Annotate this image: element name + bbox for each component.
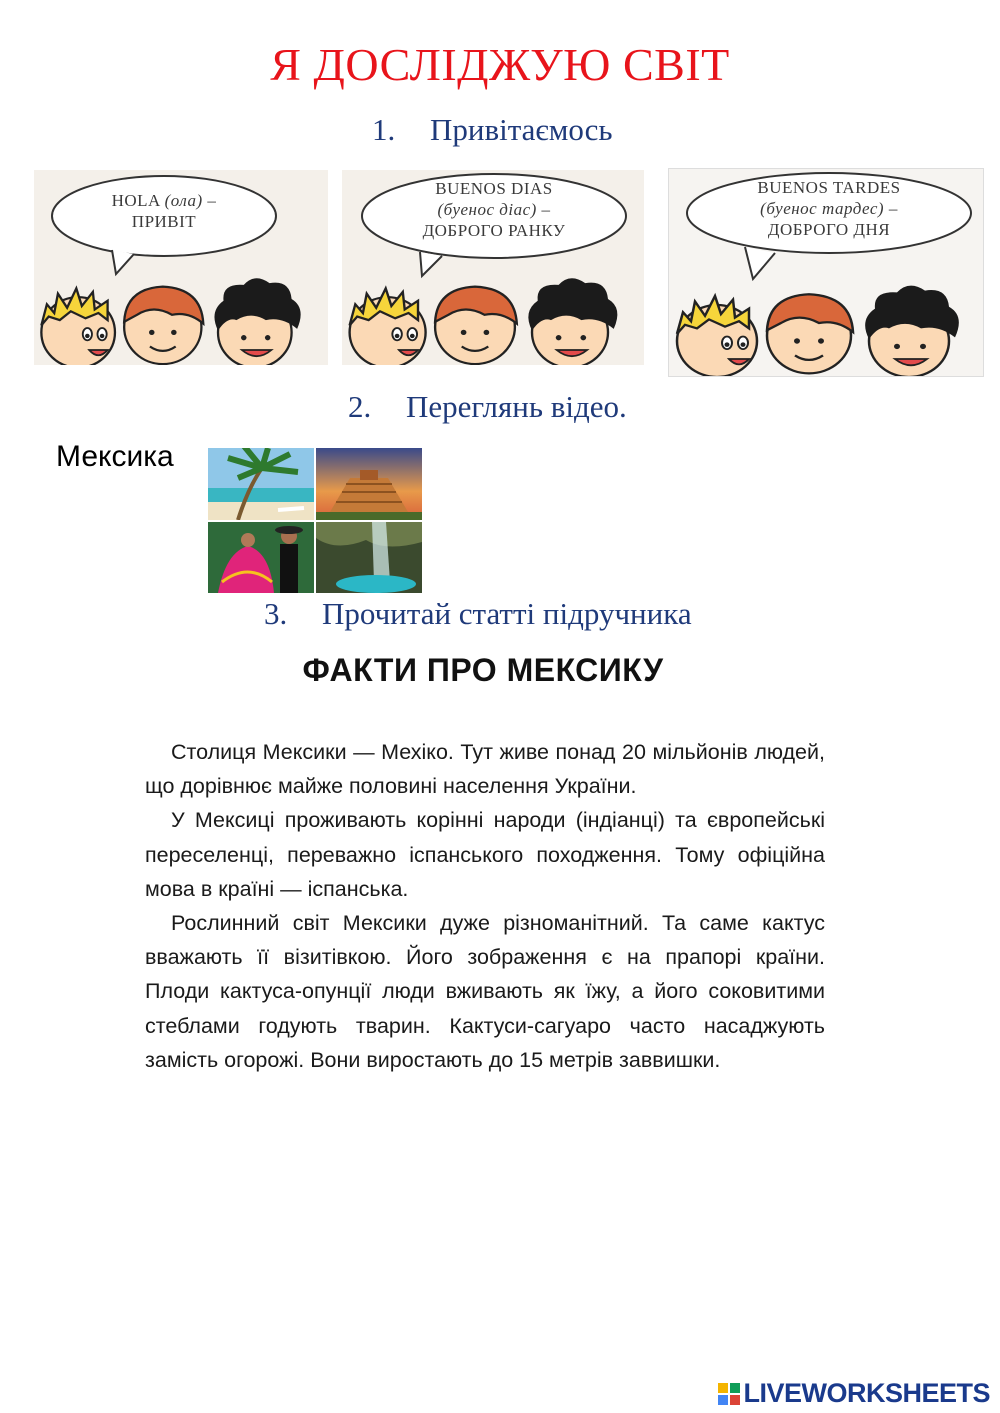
greeting-text: BUENOS TARDES (буенос тардес) – ДОБРОГО ДНЯ [757,178,901,239]
dancers-photo [208,522,314,593]
step-text: Привітаємось [430,112,613,147]
greeting-text: BUENOS DIAS (буенос діас) – ДОБРОГО РАНКУ [422,179,566,240]
step-number: 1. [372,112,396,147]
article-paragraph: У Мексиці проживають корінні народи (індіанці) та європейські переселенці, переважно іспанського походження. Тому офіційна мова в країні — іспанська. [145,808,825,901]
cenote-photo [316,522,422,593]
step-text: Прочитай статті підручника [322,596,692,631]
video-label: Мексика [56,440,174,473]
step-2 [348,389,627,425]
greeting-panel-3 [668,168,984,377]
greeting-panel-2 [342,170,644,365]
video-thumbnail[interactable] [208,448,422,593]
beach-photo [208,448,314,520]
page-title: Я ДОСЛІДЖУЮ СВІТ [270,39,730,90]
liveworksheets-icon [718,1383,740,1405]
step-text: Переглянь відео. [406,389,627,424]
article-title: ФАКТИ ПРО МЕКСИКУ [302,652,664,688]
step-number: 3. [264,596,288,631]
greeting-panel-1 [34,170,328,365]
greeting-text: HOLA (ола) – ПРИВІТ [111,191,217,231]
article-paragraph: Рослинний світ Мексики дуже різноманітний. Та саме кактус вважають її візитівкою. Його зображення є на прапорі країни. Плоди кактуса-опунції люди вживають як їжу, а його соковитими стеблами годують тварин. Кактуси-сагуаро часто насаджують замість огорожі. Вони виростають до 15 метрів заввишки. [145,911,825,1072]
step-1 [372,112,613,148]
article-paragraph: Столиця Мексики — Мехіко. Тут живе понад 20 мільйонів людей, що дорівнює майже половині населення України. [145,740,825,799]
step-3 [264,596,692,632]
article-body [145,735,825,1077]
liveworksheets-logo [718,1378,990,1409]
step-number: 2. [348,389,372,424]
pyramid-photo [316,448,422,520]
brand-text: LIVEWORKSHEETS [743,1378,990,1408]
